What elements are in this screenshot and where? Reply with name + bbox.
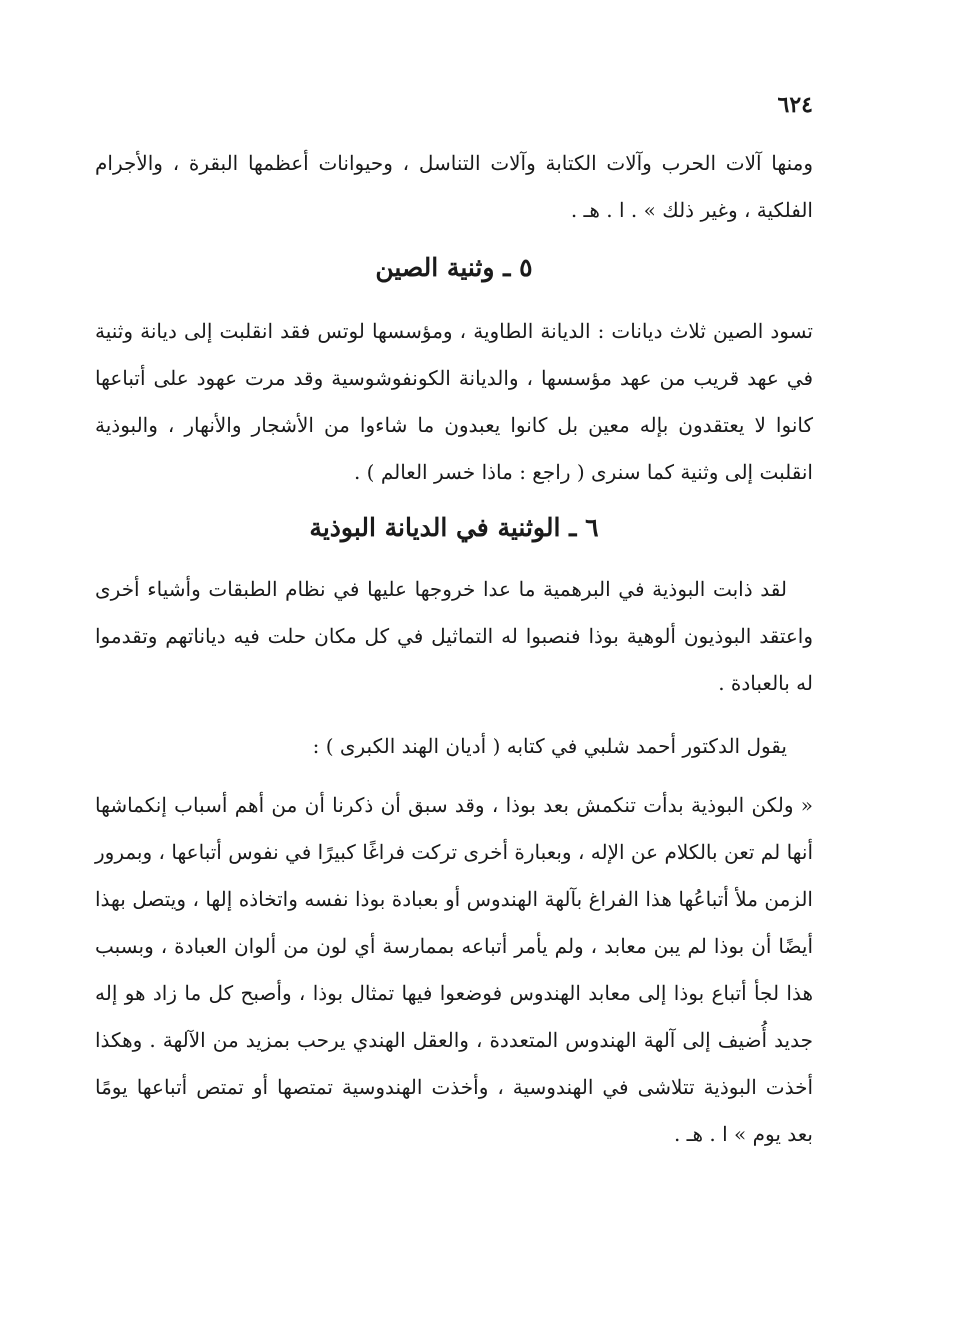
page-content xyxy=(95,140,813,1158)
china-paragraph: تسود الصين ثلاث ديانات : الديانة الطاوية ، ومؤسسها لوتس فقد انقلبت إلى ديانة وثنية في عهد قريب من عهد مؤسسها ، والديانة الكونفوشوسية وقد مرت عهود على أتباعها كانوا لا يعتقدون بإله معين بل كانوا يعبدون ما شاءوا من الأشجار والأنهار ، والبوذية انقلبت إلى وثنية كما سنرى ( راجع : ماذا خسر العالم ) . xyxy=(95,319,813,484)
page-number: ٦٢٤ xyxy=(777,92,813,118)
quote-paragraph: « ولكن البوذية بدأت تنكمش بعد بوذا ، وقد سبق أن ذكرنا أن من أهم أسباب إنكماشها أنها لم تعن بالكلام عن الإله ، وبعبارة أخرى تركت فراغًا كبيرًا في نفوس أتباعها ، وبمرور الزمن ملأ أتباعُها هذا الفراغ بآلهة الهندوس أو بعبادة بوذا نفسه واتخاذه إلها ، ويتصل بهذا أيضًا أن بوذا لم يبن معابد ، ولم يأمر أتباعه بممارسة أي لون من ألوان العبادة ، وبسبب هذا لجأ أتباع بوذا إلى معابد الهندوس فوضعوا فيها تمثال بوذا ، وأصبح كل ما زاد هو إله جديد أُضيف إلى آلهة الهندوس المتعددة ، والعقل الهندي يرحب بمزيد من الآلهة . وهكذا أخذت البوذية تتلاشى في الهندوسية ، وأخذت الهندوسية تمتصها أو تمتص أتباعها يومًا بعد يوم » ا . هـ . xyxy=(95,793,813,1146)
heading-buddhism-paganism: ٦ ـ الوثنية في الديانة البوذية xyxy=(309,513,599,542)
quote-intro: يقول الدكتور أحمد شلبي في كتابه ( أديان الهند الكبرى ) : xyxy=(312,734,787,758)
buddhism-paragraph: لقد ذابت البوذية في البرهمية ما عدا خروجها عليها في نظام الطبقات وأشياء أخرى واعتقد البوذيون ألوهية بوذا فنصبوا له التماثيل في كل مكان حلت فيه دياناتهم وتقدموا له بالعبادة . xyxy=(95,577,813,695)
heading-china-paganism: ٥ ـ وثنية الصين xyxy=(375,253,533,282)
intro-paragraph: ومنها آلات الحرب وآلات الكتابة وآلات التناسل ، وحيوانات أعظمها البقرة ، والأجرام الفلكية ، وغير ذلك » . ا . هـ . xyxy=(95,151,813,222)
